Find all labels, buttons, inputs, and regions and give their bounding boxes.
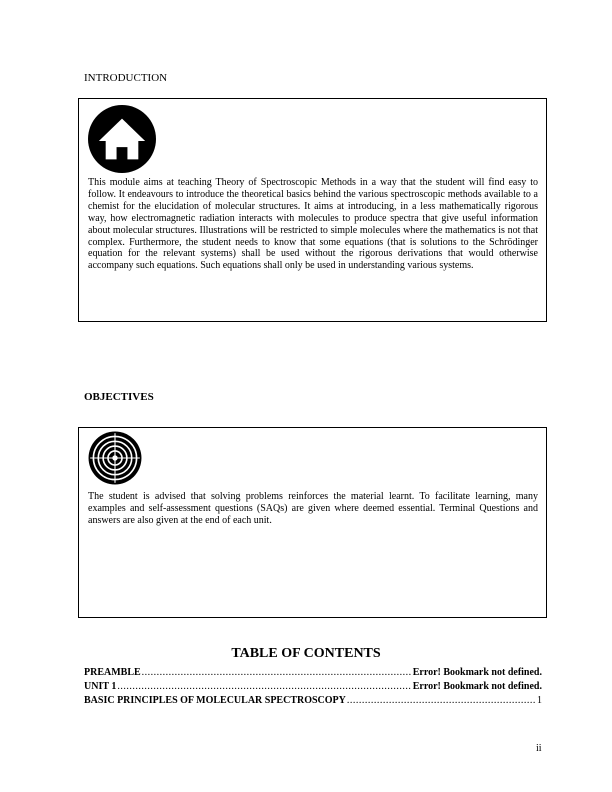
toc-entry-label: BASIC PRINCIPLES OF MOLECULAR SPECTROSCOPY [84, 695, 346, 706]
toc-entry-page: Error! Bookmark not defined. [412, 681, 542, 692]
toc-leader-dots [142, 667, 412, 678]
home-icon [88, 105, 156, 173]
introduction-box [78, 98, 547, 322]
objectives-heading: OBJECTIVES [84, 391, 154, 403]
toc-leader-dots [347, 695, 536, 706]
toc-entry-label: UNIT 1 [84, 681, 117, 692]
introduction-text: This module aims at teaching Theory of Spectroscopic Methods in a way that the student will find easy to follow. It endeavours to introduce the theoretical basics behind the various spectroscopic methods available to a chemist for the elucidation of molecular structures. It aims at introducing, in a less mathematically rigorous way, how electromagnetic radiation interacts with molecules to produce spectra that give useful information about molecular structures. Illustrations will be restricted to simple molecules where the mathematics is not that complex. Furthermore, the student needs to know that some equations (that is solutions to the Schrödinger equation for the relevant systems) shall be used without the rigorous derivations that would otherwise accompany such equations. Such equations shall only be used in understanding various systems. [88, 177, 538, 272]
toc-entry-basic-principles[interactable] [84, 695, 542, 709]
toc-entry-unit-1[interactable] [84, 681, 542, 695]
toc-list [84, 667, 542, 709]
page-number: ii [536, 743, 542, 754]
toc-leader-dots [117, 681, 411, 692]
toc-entry-label: PREAMBLE [84, 667, 141, 678]
target-icon [88, 431, 142, 485]
toc-title: TABLE OF CONTENTS [231, 646, 381, 661]
introduction-heading: INTRODUCTION [84, 72, 168, 84]
toc-entry-preamble[interactable] [84, 667, 542, 681]
toc-entry-page: Error! Bookmark not defined. [412, 667, 542, 678]
objectives-text: The student is advised that solving problems reinforces the material learnt. To facilitate learning, many examples and self-assessment questions (SAQs) are given where deemed essential. Terminal Questions and answers are also given at the end of each unit. [88, 491, 538, 526]
toc-entry-page: 1 [537, 695, 542, 706]
objectives-box [78, 427, 547, 618]
